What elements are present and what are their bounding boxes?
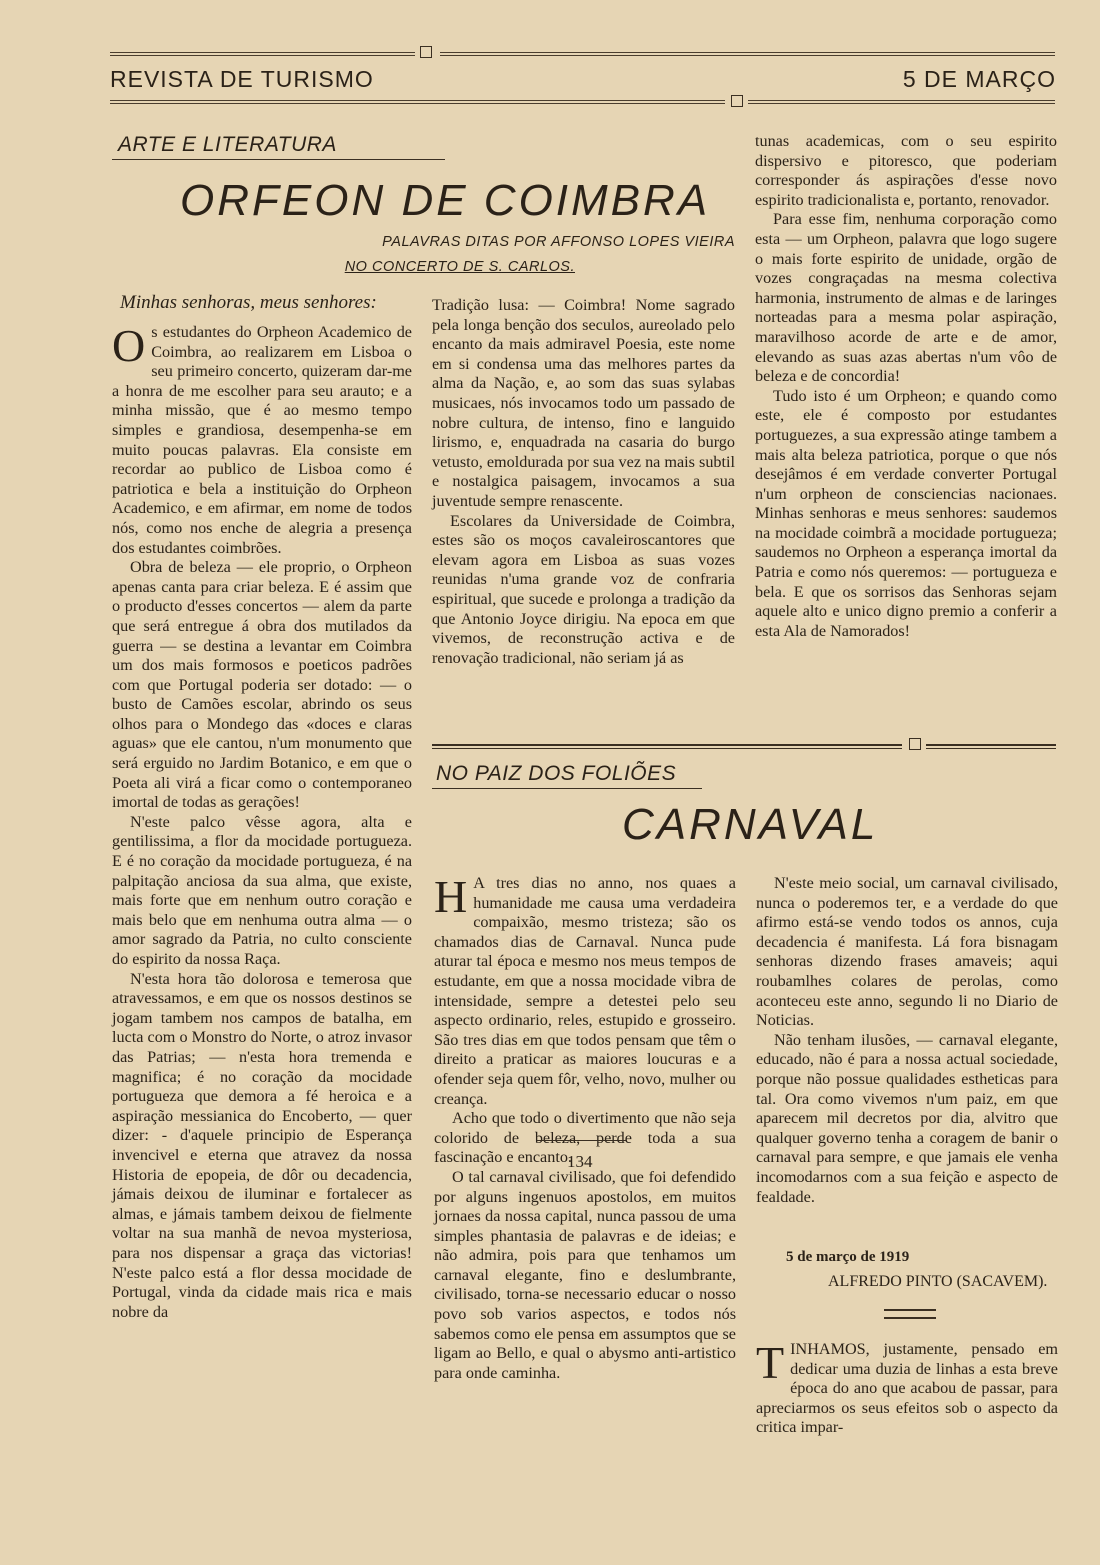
paragraph: Tudo isto é um Orpheon; e quando como este, ele é composto por estudantes portuguezes, a sua expressão atinge tambem a mais alta beleza patriotica, porque o que nós desejâmos é em verdade converter Portugal n'um orpheon de consciencias nacionaes. Minhas senhoras e meus senhores: saudemos na mocidade coimbrã a mocidade portugueza; saudemos no Orpheon a esperança imortal da Patria e como nós queremos: — portugueza e bela. E que os sorrisos das Senhoras sejam aquele alto e unico digno premio a conferir a esta Ala de Namorados! [755, 386, 1057, 640]
masthead-title: REVISTA DE TURISMO [110, 66, 374, 92]
paragraph: H A tres dias no anno, nos quaes a humanidade me causa uma verdadeira compaixão, mesmo tristeza; são os chamados dias de Carnaval. Nunca pude aturar tal época e mesmo nos meus tempos de estudante, em que a nossa mocidade vibra de intensidade, sempre a detestei pelo seu aspecto ordinario, reles, estupido e grosseiro. São tres dias em que todos pensam que têm o direito a praticar as maiores loucuras e a ofender seja quem fôr, velho, novo, mulher ou creança. [434, 871, 736, 1108]
issue-date: 5 DE MARÇO [902, 66, 1056, 92]
article-divider-right [926, 744, 1056, 749]
paragraph: Escolares da Universidade de Coimbra, estes são os moços cavaleiroscantores que elevam agora em Lisboa as suas vozes reunidas n'uma grande voz de confraria espiritual, que sucede e prolonga a tradição da que Antonio Joyce dirigiu. Na epoca em que vivemos, de reconstrução activa e de renovação tradicional, não seriam já as [432, 511, 735, 667]
header-bottom-rule-left [110, 100, 725, 104]
paragraph: N'este palco vêsse agora, alta e gentilissima, a flor da mocidade portugueza. E é no coração da mocidade portugueza, é na palpitação anciosa da sua alma, que existe, mais forte que em nenhum outro coração e mais belo que em nenhuma outra alma — o amor sagrado da Patria, no culto consciente do espirito da nossa Raça. [112, 812, 412, 968]
article1-column2 [432, 296, 735, 668]
page-number-rule [537, 1140, 627, 1141]
article-divider-ornament [909, 738, 921, 750]
lead-word: INHAMOS, [790, 1340, 870, 1358]
paragraph: Para esse fim, nenhuma corporação como esta — um Orpheon, palavra que logo sugere o mais forte espirito de unidade, orgão de vozes congraçadas na mesma colectiva harmonia, instrumento de almas e de laringes norteadas para a mesma polar aspiração, maravilhoso acorde de arte e de amor, elevando as suas azas abertas n'um vôo de beleza e de concordia! [755, 210, 1057, 386]
page-number: 134 [567, 1152, 593, 1171]
section-heading-underline [432, 788, 702, 789]
section-heading-folioes: NO PAIZ DOS FOLIÕES [436, 762, 677, 785]
header-bottom-rule-right [748, 100, 1055, 104]
paragraph: Tradição lusa: — Coimbra! Nome sagrado pela longa benção dos seculos, aureolado pelo encanto da mais admiravel Poesia, este nome em si condensa uma das melhores partes da alma da Nação, e, ao som das suas sylabas musicaes, nós invocamos todo um passado de nobre cultura, de intenso, fino e languido lirismo, e, enquadrada na casaria do burgo vetusto, emoldurada por sua vez na mais subtil e nostalgica paisagem, invocamos a sua juventude sempre renascente. [432, 296, 735, 510]
header-ornament-bottom [731, 95, 743, 107]
paragraph: N'esta hora tão dolorosa e temerosa que atravessamos, e em que os nossos destinos se jogam tambem nos campos de batalha, em lucta com o Monstro do Norte, o atroz invasor das Patrias; — n'esta hora tremenda e magnifica; é no coração da mocidade portugueza que demora a fé heroica e a aspiração messianica do Encoberto, — quer dizer: - d'aquele principio de Esperança invencivel e eterna que atravez da nossa Historia de epopeia, de dôr ou decadencia, jámais deixou de iluminar e fortalecer as almas, e jámais tambem deixou de fielmente voltar na sua manhã de nevoa mysteriosa, para nos dispensar a graça das victorias! N'este palco está a flor dessa mocidade de Portugal, vinda da cidade mais rica e mais nobre da [112, 969, 412, 1321]
separator-ornament [884, 1309, 936, 1319]
article-author: ALFREDO PINTO (SACAVEM). [828, 1273, 1048, 1290]
paragraph: N'este meio social, um carnaval civilisado, nunca o poderemos ter, e a verdade do que afirmo está-se vendo todos os annos, cuja decadencia é manifesta. Lá fora bisnagam senhoras dizendo frases amaveis; aqui roubamlhes colares de perolas, como aconteceu este anno, segundo li no Diario de Noticias. [756, 874, 1058, 1030]
paragraph: Não tenham ilusões, — carnaval elegante, educado, não é para a nossa actual sociedade, porque não possue qualidades estheticas para tal. Ora como vivemos n'um paiz, em que aparecem mil decretos por dia, alvitro que qualquer governo tenha a coragem de banir o carnaval para sempre, e que jamais ele venha incomodarnos com a sua feição e aspecto de fealdade. [756, 1030, 1058, 1206]
paragraph: TINHAMOS, justamente, pensado em dedicar uma duzia de linhas a esta breve época do ano que acabou de passar, para apreciarmos os seus efeitos sob o aspecto da critica impar- [756, 1337, 1058, 1437]
paragraph: Os estudantes do Orpheon Academico de Coimbra, ao realizarem em Lisboa o seu primeiro concerto, quizeram dar-me a honra de me escolher para seu arauto; e a minha missão, que é ao mesmo tempo simples e grandiosa, desempenha-se em muito poucas palavras. Ela consiste em recordar ao publico de Lisboa como é patriotica e bela a instituição do Orpheon Academico, e em afirmar, em nome de todos nós, como nos enche de alegria a presença dos estudantes coimbrões. [112, 320, 412, 557]
header-top-rule-right [440, 52, 1055, 56]
article-subtitle-line2: NO CONCERTO DE S. CARLOS. [344, 259, 575, 275]
article2-column2 [434, 871, 736, 1383]
article-divider-left [432, 744, 902, 749]
header-ornament-top [420, 46, 432, 58]
section-heading-arte: ARTE E LITERATURA [118, 133, 337, 156]
paragraph: O tal carnaval civilisado, que foi defendido por alguns ingenuos apostolos, em muitos jornaes da nossa capital, nunca passou de uma simples phantasia de palavras e de ideias; e não admira, pois para que tenhamos um carnaval elegante, fino e deslumbrante, civilisado, torna-se necessario educar o nosso povo sob varios aspectos, e todos nós sabemos como ele pensa em assumptos que se ligam ao Bello, e qual o abysmo anti-artistico para onde caminha. [434, 1167, 736, 1382]
paragraph: Acho que todo o divertimento que não seja colorido de beleza, perde toda a sua fascinação e encanto. [434, 1109, 736, 1167]
paragraph: tunas academicas, com o seu espirito dispersivo e pitoresco, que poderiam corresponder ás aspirações d'esse novo espirito tradicionalista e, portanto, renovador. [755, 132, 1057, 209]
article-title-carnaval: CARNAVAL [622, 800, 879, 849]
article1-column3 [755, 132, 1057, 641]
article-subtitle-line1: PALAVRAS DITAS POR AFFONSO LOPES VIEIRA [382, 234, 735, 250]
drop-cap: O [112, 320, 146, 371]
header-top-rule-left [110, 52, 415, 56]
article3-column3 [756, 1337, 1058, 1438]
drop-cap: H [434, 871, 468, 922]
article-date: 5 de março de 1919 [786, 1249, 910, 1265]
article-title-orfeon: ORFEON DE COIMBRA [180, 176, 711, 225]
article2-column3 [756, 874, 1058, 1207]
section-heading-underline [112, 159, 445, 160]
drop-cap: T [756, 1337, 785, 1388]
salutation: Minhas senhoras, meus senhores: [120, 292, 377, 313]
article1-column1 [112, 320, 412, 1322]
paragraph: Obra de beleza — ele proprio, o Orpheon apenas canta para criar beleza. E é assim que o producto d'esses concertos — alem da parte que será entregue á obra dos mutilados da guerra — se destina a levantar em Coimbra um dos mais formosos e poeticos padrões com que Portugal poderia ser dotado: — o busto de Camões escolar, abrindo os seus olhos para o Mondego das «doces e claras aguas» que ele cantou, n'um monumento que será erguido no Jardim Botanico, e em que o Poeta ali virá a ficar como o contemporaneo imortal de todas as gerações! [112, 558, 412, 812]
